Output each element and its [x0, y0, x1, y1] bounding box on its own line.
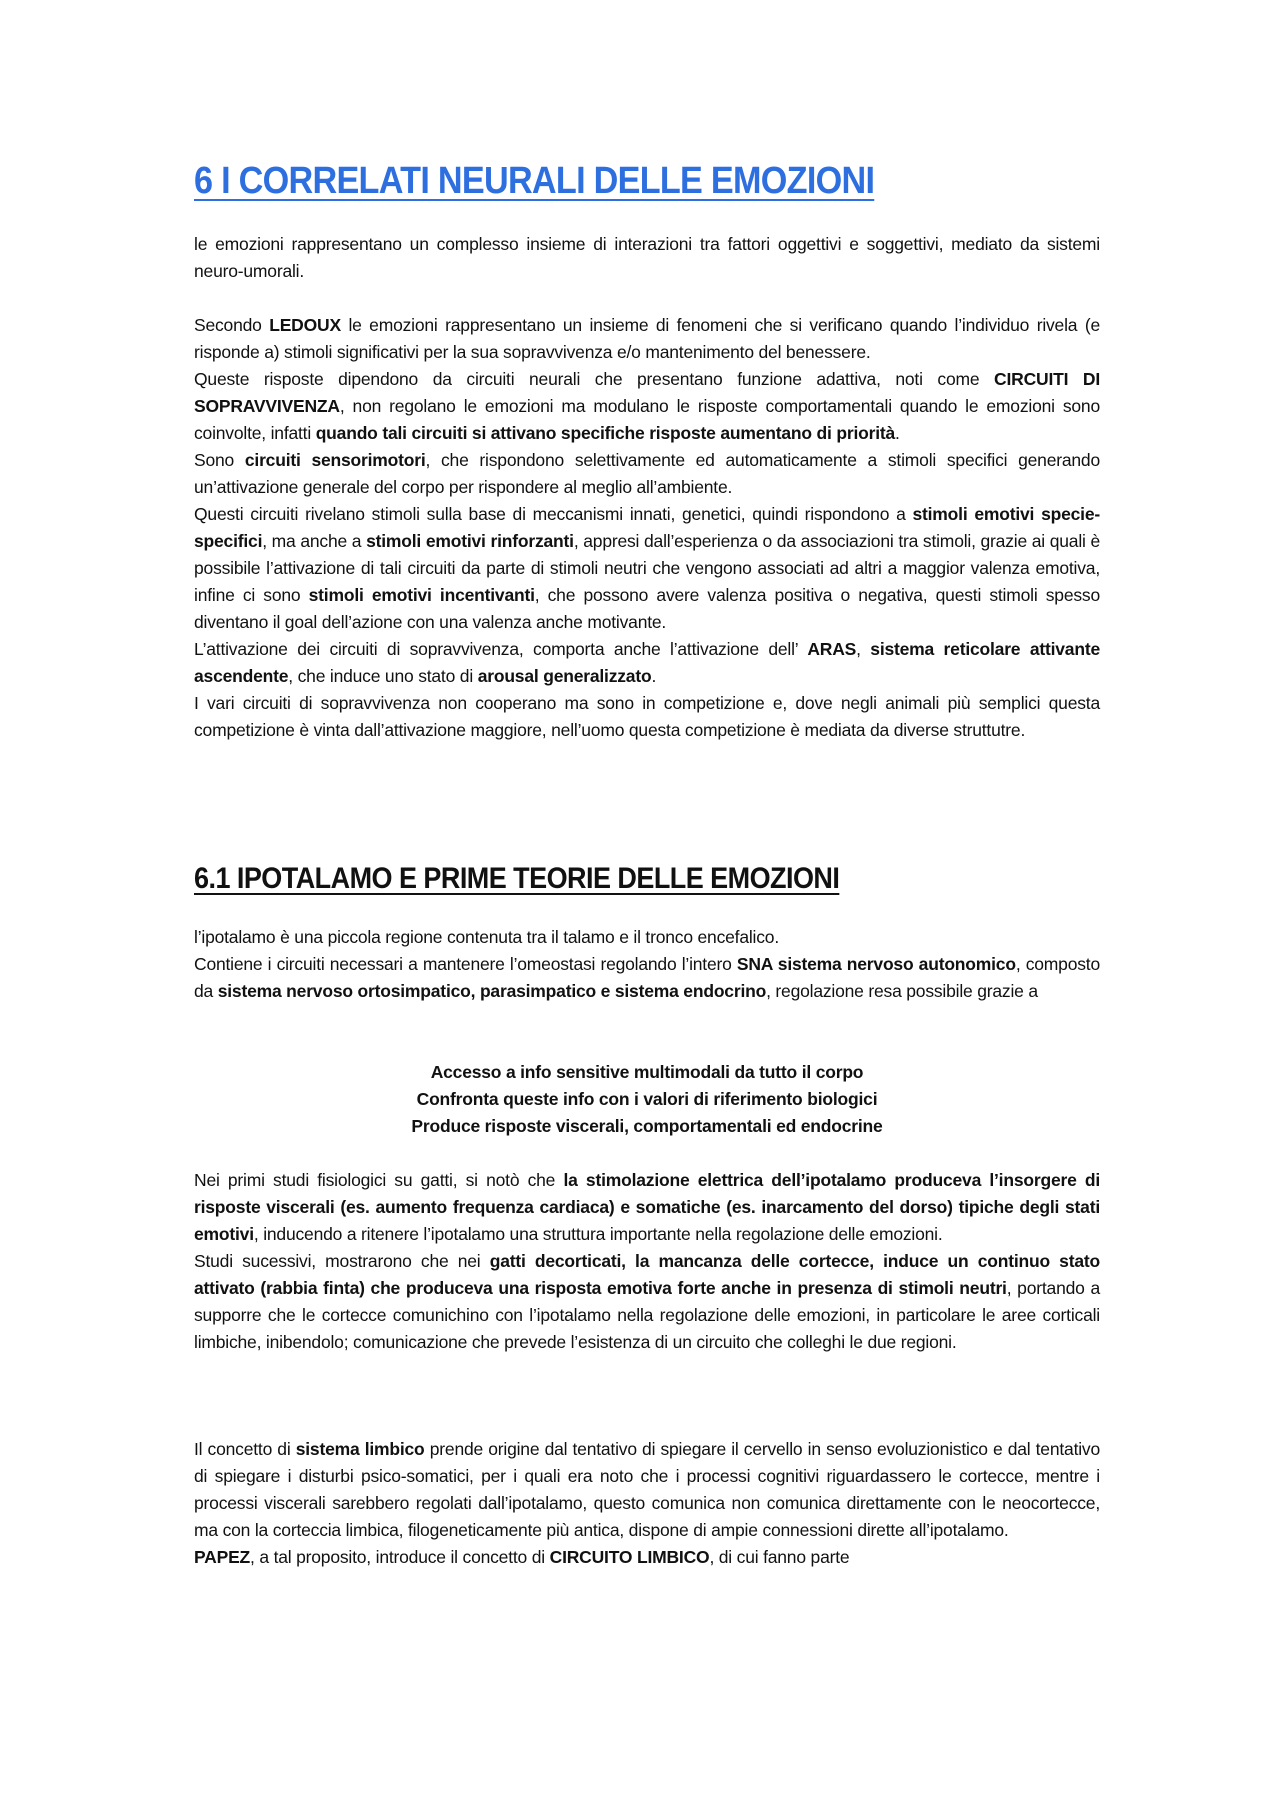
chapter-title: 6 I CORRELATI NEURALI DELLE EMOZIONI	[194, 160, 875, 202]
paragraph-aras: L’attivazione dei circuiti di sopravvivenza, comporta anche l’attivazione dell’ ARAS, sistema reticolare attivante ascendente, che induce uno stato di arousal generalizzato.	[194, 639, 1100, 686]
paragraph-gatti: Nei primi studi fisiologici su gatti, si notò che la stimolazione elettrica dell’ipotalamo produceva l’insorgere di risposte viscerali (es. aumento frequenza cardiaca) e somatiche (es. inarcamento del dorso) tipiche degli stati emotivi, inducendo a ritenere l’ipotalamo una struttura importante nella regolazione delle emozioni.	[194, 1170, 1101, 1244]
list-item: Confronta queste info con i valori di riferimento biologici	[416, 1089, 878, 1109]
section-ipotalamo-body	[194, 924, 1100, 1005]
list-item: Accesso a info sensitive multimodali da tutto il corpo	[430, 1062, 864, 1082]
paragraph-circuiti: Queste risposte dipendono da circuiti neurali che presentano funzione adattiva, noti come CIRCUITI DI SOPRAVVIVENZA, non regolano le emozioni ma modulano le risposte comportamentali quando le emozioni sono coinvolte, infatti quando tali circuiti si attivano specifiche risposte aumentano di priorità.	[194, 369, 1100, 443]
paragraph-sna: Contiene i circuiti necessari a mantenere l’omeostasi regolando l’intero SNA sistema nervoso autonomico, composto da sistema nervoso ortosimpatico, parasimpatico e sistema endocrino, regolazione resa possibile grazie a	[194, 954, 1100, 1001]
section-body	[194, 312, 1100, 744]
section-title: 6.1 IPOTALAMO E PRIME TEORIE DELLE EMOZIONI	[194, 862, 840, 895]
paragraph-sistema-limbico: Il concetto di sistema limbico prende origine dal tentativo di spiegare il cervello in senso evoluzionistico e dal tentativo di spiegare i disturbi psico-somatici, per i quali era noto che i processi cognitivi riguardassero le cortecce, mentre i processi viscerali sarebbero regolati dall’ipotalamo, questo comunica non comunica direttamente con le neocortecce, ma con la corteccia limbica, filogeneticamente più antica, dispone di ampie connessioni dirette all’ipotalamo.	[194, 1439, 1100, 1540]
paragraph-papez: PAPEZ, a tal proposito, introduce il concetto di CIRCUITO LIMBICO, di cui fanno parte	[194, 1547, 850, 1567]
paragraph-competizione: I vari circuiti di sopravvivenza non cooperano ma sono in competizione e, dove negli animali più semplici questa competizione è vinta dall’attivazione maggiore, nell’uomo questa competizione è mediata da diverse struttutre.	[194, 693, 1100, 740]
paragraph-sensorimotori: Sono circuiti sensorimotori, che rispondono selettivamente ed automaticamente a stimoli specifici generando un’attivazione generale del corpo per rispondere al meglio all’ambiente.	[194, 450, 1100, 497]
paragraph-decorticati: Studi sucessivi, mostrarono che nei gatti decorticati, la mancanza delle cortecce, induce un continuo stato attivato (rabbia finta) che produceva una risposta emotiva forte anche in presenza di stimoli neutri, portando a supporre che le cortecce comunichino con l’ipotalamo nella regolazione delle emozioni, in particolare le aree corticali limbiche, inibendolo; comunicazione che prevede l’esistenza di un circuito che colleghi le due regioni.	[194, 1251, 1100, 1352]
section-studi	[194, 1167, 1100, 1356]
paragraph-ledoux: Secondo LEDOUX le emozioni rappresentano un insieme di fenomeni che si verificano quando l’individuo rivela (e risponde a) stimoli significativi per la sua sopravvivenza e/o mantenimento del benessere.	[194, 315, 1100, 362]
paragraph-ipotalamo: l’ipotalamo è una piccola regione contenuta tra il talamo e il tronco encefalico.	[194, 927, 779, 947]
list-item: Produce risposte viscerali, comportamentali ed endocrine	[411, 1116, 883, 1136]
paragraph-stimoli: Questi circuiti rivelano stimoli sulla base di meccanismi innati, genetici, quindi rispondono a stimoli emotivi specie-specifici, ma anche a stimoli emotivi rinforzanti, appresi dall’esperienza o da associazioni tra stimoli, grazie ai quali è possibile l’attivazione di tali circuiti da parte di stimoli neutri che vengono associati ad altri a maggior valenza emotiva, infine ci sono stimoli emotivi incentivanti, che possono avere valenza positiva o negativa, questi stimoli spesso diventano il goal dell’azione con una valenza anche motivante.	[194, 504, 1100, 632]
section-limbico	[194, 1436, 1100, 1571]
intro-text: le emozioni rappresentano un complesso insieme di interazioni tra fattori oggettivi e soggettivi, mediato da sistemi neuro-umorali.	[194, 234, 1100, 281]
centered-list	[194, 1059, 1100, 1140]
intro-paragraph	[194, 231, 1100, 285]
